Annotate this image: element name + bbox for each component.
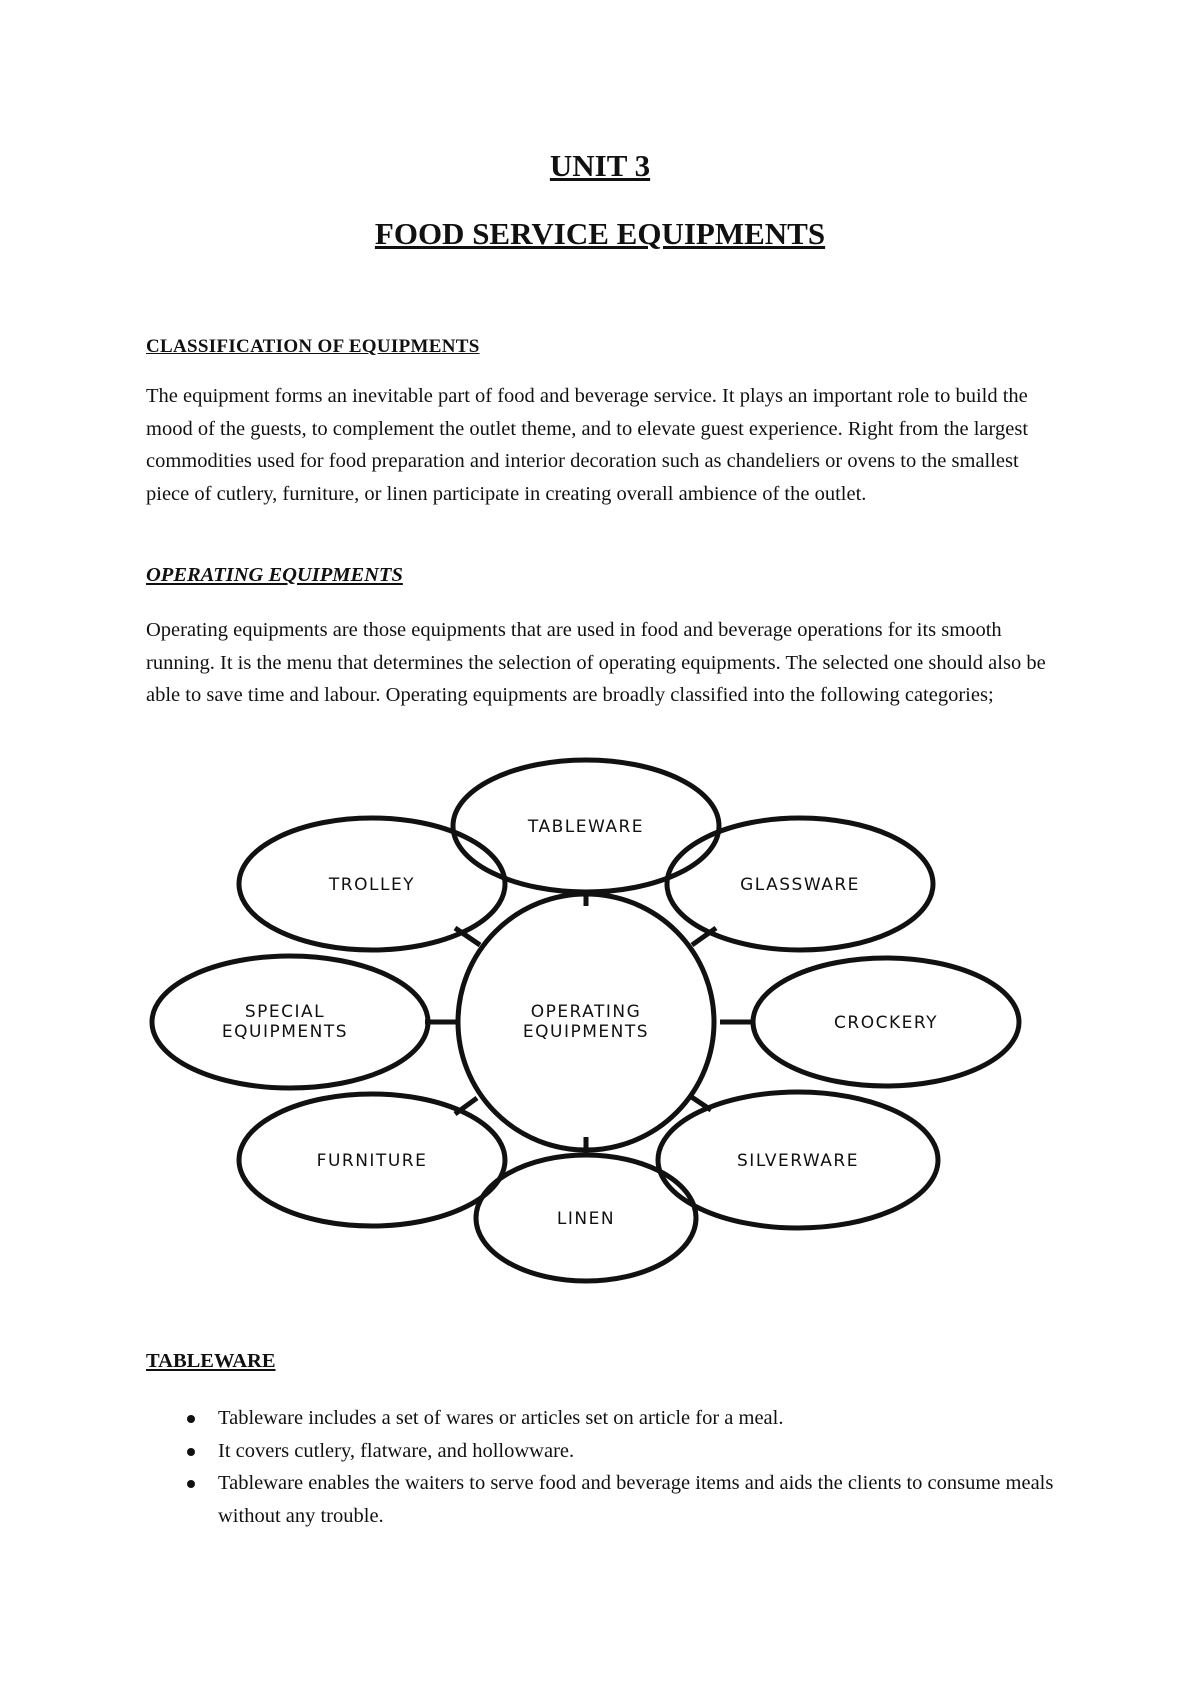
list-item: Tableware includes a set of wares or articles set on article for a meal. xyxy=(146,1402,1076,1435)
tableware-bullet-list xyxy=(146,1402,1076,1532)
special-label-line1: SPECIAL xyxy=(244,1002,326,1022)
unit-title: UNIT 3 xyxy=(549,148,651,183)
classification-paragraph: The equipment forms an inevitable part of food and beverage service. It plays an important role to build the mood of the guests, to complement the outlet theme, and to elevate guest experience. Right from the largest commodities used for food preparation and interior decoration such as chandeliers or ovens to the smallest piece of cutlery, furniture, or linen participate in creating overall ambience of the outlet. xyxy=(146,385,1029,505)
trolley-label: TROLLEY xyxy=(328,875,416,895)
tableware-heading: TABLEWARE xyxy=(146,1350,276,1372)
linen-label: LINEN xyxy=(556,1209,616,1229)
operating-equipments-heading: OPERATING EQUIPMENTS xyxy=(146,564,403,586)
special-label-line2: EQUIPMENTS xyxy=(221,1022,349,1042)
crockery-label: CROCKERY xyxy=(834,1013,938,1033)
center-label-line2: EQUIPMENTS xyxy=(522,1022,650,1042)
center-label-line1: OPERATING xyxy=(530,1002,642,1022)
list-item: Tableware enables the waiters to serve food and beverage items and aids the clients to consume meals without any trouble. xyxy=(146,1467,1076,1532)
silverware-label: SILVERWARE xyxy=(737,1151,859,1171)
operating-equipments-diagram xyxy=(0,750,1200,1350)
list-item: It covers cutlery, flatware, and hollowware. xyxy=(146,1435,1076,1468)
tableware-label: TABLEWARE xyxy=(527,817,645,837)
furniture-label: FURNITURE xyxy=(316,1151,428,1171)
page-title: FOOD SERVICE EQUIPMENTS xyxy=(374,216,826,251)
glassware-label: GLASSWARE xyxy=(740,875,860,895)
classification-heading: CLASSIFICATION OF EQUIPMENTS xyxy=(146,336,480,357)
operating-equipments-paragraph: Operating equipments are those equipments that are used in food and beverage operations for its smooth running. It is the menu that determines the selection of operating equipments. The selected one should also be able to save time and labour. Operating equipments are broadly classified into the following categories; xyxy=(146,619,1046,706)
